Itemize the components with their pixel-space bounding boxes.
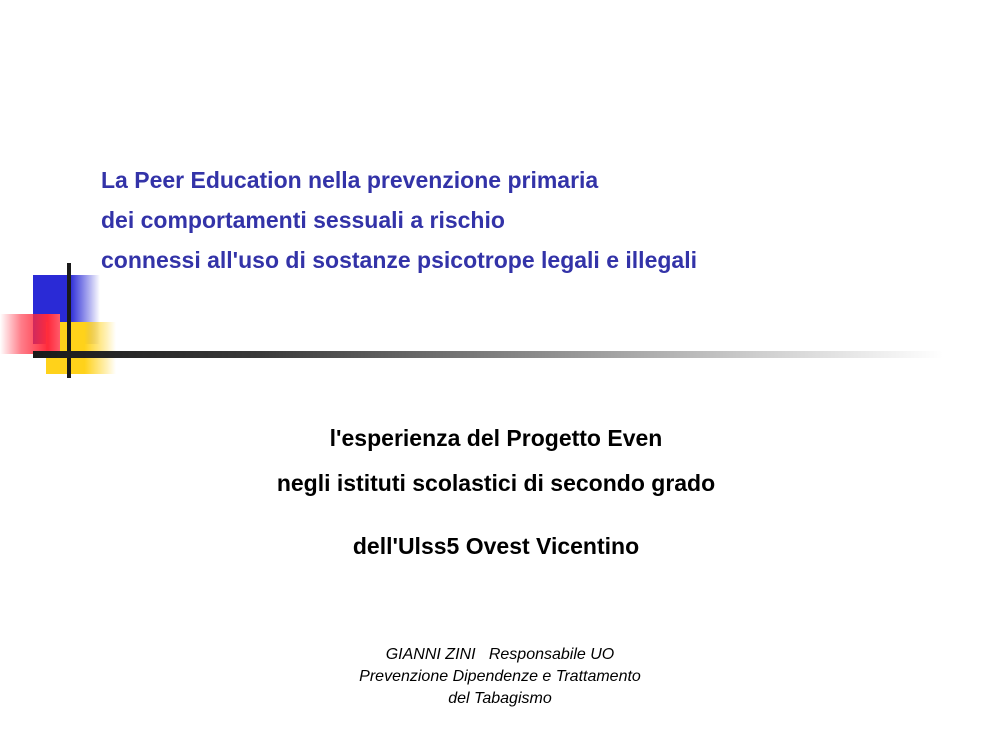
author-credit [0,644,992,710]
slide-title [101,160,961,280]
title-line-2: dei comportamenti sessuali a rischio [101,207,505,233]
author-line-2: Prevenzione Dipendenze e Trattamento [359,668,641,685]
vertical-divider-line [67,263,71,378]
subtitle-line-2: negli istituti scolastici di secondo grado [276,470,716,496]
subtitle-line-1: l'esperienza del Progetto Even [329,425,663,451]
subtitle-line-3: dell'Ulss5 Ovest Vicentino [352,533,640,559]
title-line-3: connessi all'uso di sostanze psicotrope legali e illegali [101,247,697,273]
horizontal-divider-line [33,351,943,358]
red-block-decoration [0,314,60,354]
author-line-3: del Tabagismo [448,690,552,707]
author-line-1: GIANNI ZINI Responsabile UO [385,646,615,663]
title-line-1: La Peer Education nella prevenzione primaria [101,167,599,193]
